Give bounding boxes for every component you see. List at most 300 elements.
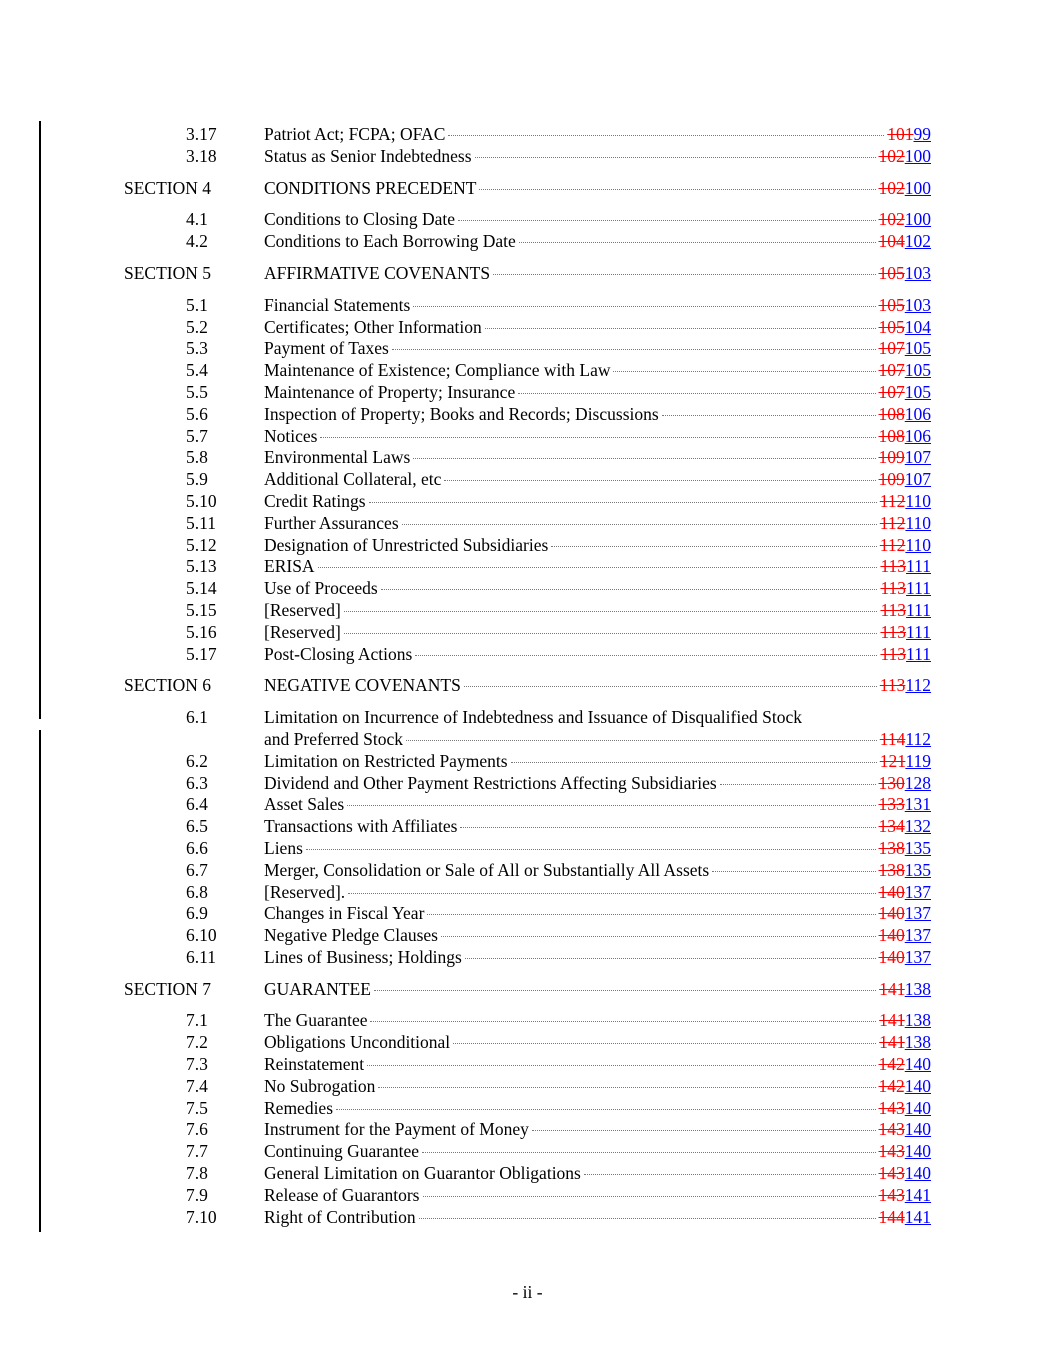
toc-title: [Reserved] (264, 599, 341, 620)
toc-number: 6.3 (186, 772, 208, 793)
toc-entry-row (0, 1054, 1055, 1076)
toc-section-row (0, 675, 1055, 697)
toc-title: Release of Guarantors (264, 1184, 420, 1205)
toc-page-number[interactable] (880, 556, 931, 578)
deleted-page-number: 109 (878, 469, 905, 490)
inserted-page-number[interactable]: 140 (904, 1163, 931, 1184)
toc-page-number[interactable] (879, 794, 932, 816)
toc-page-number[interactable] (879, 838, 932, 860)
inserted-page-number[interactable]: 128 (904, 772, 931, 793)
toc-entry-row (0, 816, 1055, 838)
deleted-page-number: 141 (879, 978, 905, 999)
toc-page-number[interactable] (879, 469, 932, 491)
dot-leader (344, 633, 878, 634)
table-of-contents (0, 124, 1055, 1228)
toc-page-number[interactable] (879, 1119, 932, 1141)
toc-title: The Guarantee (264, 1010, 368, 1031)
deleted-page-number: 113 (880, 556, 907, 577)
toc-title: Continuing Guarantee (264, 1141, 420, 1162)
dot-leader (378, 1087, 875, 1088)
toc-entry-row (0, 1010, 1055, 1032)
deleted-page-number: 102 (878, 177, 905, 198)
toc-number: 4.1 (186, 209, 208, 230)
inserted-page-number[interactable]: 103 (904, 262, 931, 283)
toc-entry-row (0, 146, 1055, 168)
toc-number: 6.4 (186, 794, 208, 815)
deleted-page-number: 142 (878, 1054, 905, 1075)
dot-leader (584, 1174, 876, 1175)
toc-entry-row (0, 209, 1055, 231)
inserted-page-number[interactable]: 140 (904, 1141, 931, 1162)
toc-entry-row (0, 622, 1055, 644)
deleted-page-number: 102 (878, 145, 905, 166)
toc-number: 6.1 (186, 707, 208, 728)
dot-leader (493, 274, 875, 275)
toc-entry-row (0, 707, 1055, 751)
toc-page-number[interactable] (879, 295, 932, 317)
toc-entry-row (0, 1098, 1055, 1120)
toc-page-number[interactable] (879, 1185, 932, 1207)
dot-leader (419, 1218, 876, 1219)
inserted-page-number[interactable]: 140 (904, 1054, 931, 1075)
toc-number: 7.6 (186, 1119, 208, 1140)
toc-page-number[interactable] (879, 925, 932, 947)
deleted-page-number: 108 (878, 403, 905, 424)
toc-entry-row (0, 1141, 1055, 1163)
toc-page-number[interactable] (880, 513, 931, 535)
toc-page-number[interactable] (880, 578, 931, 600)
inserted-page-number[interactable]: 107 (904, 469, 931, 490)
deleted-page-number: 113 (880, 578, 907, 599)
toc-entry-row (0, 903, 1055, 925)
toc-page-number[interactable] (880, 675, 931, 697)
toc-number: SECTION 5 (124, 262, 212, 283)
toc-page-number[interactable] (880, 622, 931, 644)
deleted-page-number: 113 (880, 621, 907, 642)
toc-title: Use of Proceeds (264, 578, 378, 599)
toc-number: 6.2 (186, 750, 208, 771)
deleted-page-number: 112 (879, 512, 906, 533)
toc-number: 5.1 (186, 294, 208, 315)
toc-page-number[interactable] (879, 382, 932, 404)
inserted-page-number[interactable]: 105 (904, 338, 931, 359)
toc-number: 5.9 (186, 469, 208, 490)
toc-entry-row (0, 1119, 1055, 1141)
dot-leader (444, 480, 875, 481)
inserted-page-number[interactable]: 111 (906, 578, 931, 599)
toc-page-number[interactable] (879, 903, 932, 925)
deleted-page-number: 140 (878, 881, 905, 902)
inserted-page-number[interactable]: 140 (904, 1075, 931, 1096)
inserted-page-number[interactable]: 111 (906, 643, 931, 664)
dot-leader (367, 1065, 875, 1066)
toc-number: 6.10 (186, 925, 217, 946)
toc-number: 5.7 (186, 425, 208, 446)
dot-leader (381, 589, 878, 590)
dot-leader (427, 914, 875, 915)
toc-number: 5.4 (186, 360, 208, 381)
toc-title: Changes in Fiscal Year (264, 903, 425, 924)
toc-page-number[interactable] (879, 404, 932, 426)
toc-entry-row (0, 1163, 1055, 1185)
toc-title: Environmental Laws (264, 447, 411, 468)
toc-title: Financial Statements (264, 294, 411, 315)
inserted-page-number[interactable]: 119 (905, 750, 931, 771)
toc-page-number[interactable] (880, 729, 931, 751)
inserted-page-number[interactable]: 140 (904, 1119, 931, 1140)
toc-number: SECTION 7 (124, 978, 212, 999)
toc-page-number[interactable] (879, 979, 931, 1001)
toc-page-number[interactable] (879, 1032, 931, 1054)
inserted-page-number[interactable]: 99 (913, 124, 931, 144)
inserted-page-number[interactable]: 107 (904, 447, 931, 468)
toc-page-number[interactable] (879, 773, 932, 795)
toc-entry-row (0, 860, 1055, 882)
deleted-page-number: 133 (878, 794, 905, 815)
toc-page-number[interactable] (879, 447, 932, 469)
dot-leader (464, 686, 877, 687)
deleted-page-number: 105 (878, 294, 905, 315)
toc-entry-row (0, 773, 1055, 795)
dot-leader (423, 1196, 876, 1197)
toc-entry-row (0, 404, 1055, 426)
toc-number: 7.4 (186, 1075, 208, 1096)
toc-title: [Reserved]. (264, 881, 346, 902)
dot-leader (458, 220, 875, 221)
toc-page-number[interactable] (879, 816, 932, 838)
deleted-page-number: 113 (880, 643, 907, 664)
inserted-page-number[interactable]: 106 (904, 425, 931, 446)
toc-title: Payment of Taxes (264, 338, 389, 359)
toc-entry-row (0, 1032, 1055, 1054)
inserted-page-number[interactable]: 132 (904, 816, 931, 837)
toc-number: 5.8 (186, 447, 208, 468)
toc-entry-row (0, 947, 1055, 969)
toc-title: Maintenance of Existence; Compliance with Law (264, 360, 611, 381)
dot-leader (448, 135, 884, 136)
toc-title: Credit Ratings (264, 490, 366, 511)
dot-leader (374, 990, 876, 991)
toc-page-number[interactable] (880, 491, 931, 513)
toc-title: Post-Closing Actions (264, 643, 413, 664)
deleted-page-number: 105 (878, 316, 905, 337)
toc-number: 5.13 (186, 556, 217, 577)
dot-leader (413, 306, 875, 307)
inserted-page-number[interactable]: 110 (905, 512, 931, 533)
toc-page-number[interactable] (879, 1207, 932, 1229)
toc-number: 6.9 (186, 903, 208, 924)
toc-number: 5.14 (186, 578, 217, 599)
inserted-page-number[interactable]: 112 (905, 675, 931, 696)
deleted-page-number: 140 (878, 925, 905, 946)
deleted-page-number: 107 (878, 338, 905, 359)
dot-leader (511, 762, 877, 763)
toc-page-number[interactable] (880, 600, 931, 622)
deleted-page-number: 143 (878, 1119, 905, 1140)
toc-title: Remedies (264, 1097, 334, 1118)
toc-page-number[interactable] (879, 882, 932, 904)
toc-title-continued: and Preferred Stock (264, 728, 403, 749)
inserted-page-number[interactable]: 106 (904, 403, 931, 424)
toc-number: 5.12 (186, 534, 217, 555)
inserted-page-number[interactable]: 140 (904, 1097, 931, 1118)
toc-title: Right of Contribution (264, 1206, 416, 1227)
toc-title: Transactions with Affiliates (264, 816, 458, 837)
deleted-page-number: 140 (878, 946, 905, 967)
toc-entry-row (0, 469, 1055, 491)
toc-entry-row (0, 338, 1055, 360)
toc-number: 3.17 (186, 124, 217, 144)
deleted-page-number: 130 (878, 772, 905, 793)
inserted-page-number[interactable]: 110 (905, 490, 931, 511)
inserted-page-number[interactable]: 138 (904, 978, 931, 999)
inserted-page-number[interactable]: 111 (906, 621, 931, 642)
dot-leader (485, 328, 876, 329)
toc-page-number[interactable] (879, 1054, 932, 1076)
dot-leader (336, 1109, 875, 1110)
toc-number: 5.11 (186, 512, 216, 533)
inserted-page-number[interactable]: 141 (904, 1184, 931, 1205)
dot-leader (413, 458, 875, 459)
toc-page-number[interactable] (879, 263, 932, 285)
toc-page-number[interactable] (879, 231, 932, 253)
inserted-page-number[interactable]: 137 (904, 881, 931, 902)
dot-leader (347, 805, 875, 806)
inserted-page-number[interactable]: 131 (904, 794, 931, 815)
toc-title: Patriot Act; FCPA; OFAC (264, 124, 446, 144)
inserted-page-number[interactable]: 137 (904, 946, 931, 967)
toc-title: GUARANTEE (264, 978, 371, 999)
toc-entry-row (0, 535, 1055, 557)
toc-entry-row (0, 794, 1055, 816)
toc-title: Merger, Consolidation or Sale of All or Substantially All Assets (264, 859, 710, 880)
inserted-page-number[interactable]: 137 (904, 925, 931, 946)
deleted-page-number: 112 (879, 490, 906, 511)
toc-number: 5.16 (186, 621, 217, 642)
toc-entry-row (0, 644, 1055, 666)
page-number-label: - ii - (512, 1282, 543, 1302)
inserted-page-number[interactable]: 105 (904, 360, 931, 381)
toc-title: Limitation on Restricted Payments (264, 750, 508, 771)
dot-leader (422, 1152, 875, 1153)
toc-page-number[interactable] (879, 360, 932, 382)
dot-leader (532, 1130, 876, 1131)
toc-title: Additional Collateral, etc (264, 469, 442, 490)
toc-entry-row (0, 426, 1055, 448)
deleted-page-number: 143 (878, 1163, 905, 1184)
toc-number: 7.1 (186, 1010, 208, 1031)
toc-entry-row (0, 578, 1055, 600)
toc-entry-row (0, 838, 1055, 860)
deleted-page-number: 108 (878, 425, 905, 446)
toc-title: AFFIRMATIVE COVENANTS (264, 262, 491, 283)
toc-number: SECTION 6 (124, 675, 212, 696)
toc-entry-row (0, 124, 1055, 146)
toc-page-number[interactable] (887, 124, 931, 146)
toc-title: Reinstatement (264, 1054, 365, 1075)
dot-leader (551, 546, 876, 547)
toc-title: Conditions to Each Borrowing Date (264, 231, 516, 252)
deleted-page-number: 143 (878, 1184, 905, 1205)
dot-leader (460, 827, 875, 828)
toc-page-number[interactable] (879, 338, 932, 360)
toc-title: Status as Senior Indebtedness (264, 145, 472, 166)
toc-title: Lines of Business; Holdings (264, 946, 462, 967)
deleted-page-number: 141 (879, 1032, 905, 1053)
toc-number: 6.6 (186, 837, 208, 858)
inserted-page-number[interactable]: 103 (904, 294, 931, 315)
dot-leader (318, 567, 878, 568)
inserted-page-number[interactable]: 141 (904, 1206, 931, 1227)
toc-number: 5.17 (186, 643, 217, 664)
toc-page-number[interactable] (879, 1010, 931, 1032)
deleted-page-number: 144 (878, 1206, 905, 1227)
dot-leader (613, 371, 875, 372)
dot-leader (306, 849, 876, 850)
toc-page-number[interactable] (879, 1076, 932, 1098)
toc-page-number[interactable] (879, 209, 932, 231)
toc-number: 5.10 (186, 490, 217, 511)
toc-entry-row (0, 317, 1055, 339)
deleted-page-number: 107 (878, 360, 905, 381)
toc-page-number[interactable] (879, 317, 932, 339)
toc-entry-row (0, 1185, 1055, 1207)
toc-number: 3.18 (186, 145, 217, 166)
dot-leader (720, 784, 876, 785)
deleted-page-number: 141 (879, 1010, 905, 1031)
toc-entry-row (0, 556, 1055, 578)
deleted-page-number: 121 (879, 750, 906, 771)
inserted-page-number[interactable]: 135 (904, 837, 931, 858)
inserted-page-number[interactable]: 137 (904, 903, 931, 924)
deleted-page-number: 112 (879, 534, 906, 555)
dot-leader (415, 655, 877, 656)
toc-title: Limitation on Incurrence of Indebtedness and Issuance of Disqualified Stock (264, 707, 802, 728)
toc-number: 5.5 (186, 381, 208, 402)
toc-page-number[interactable] (879, 1141, 932, 1163)
dot-leader (662, 415, 876, 416)
toc-title: Maintenance of Property; Insurance (264, 381, 516, 402)
toc-number: 6.11 (186, 946, 216, 967)
inserted-page-number[interactable]: 104 (904, 316, 931, 337)
deleted-page-number: 109 (878, 447, 905, 468)
inserted-page-number[interactable]: 100 (904, 145, 931, 166)
toc-title: Dividend and Other Payment Restrictions Affecting Subsidiaries (264, 772, 717, 793)
toc-page-number[interactable] (879, 947, 932, 969)
dot-leader (475, 157, 876, 158)
inserted-page-number[interactable]: 135 (904, 859, 931, 880)
toc-title: Negative Pledge Clauses (264, 925, 438, 946)
deleted-page-number: 101 (887, 124, 914, 144)
inserted-page-number[interactable]: 102 (904, 231, 931, 252)
toc-title: [Reserved] (264, 621, 341, 642)
toc-title: Instrument for the Payment of Money (264, 1119, 529, 1140)
dot-leader (465, 958, 876, 959)
dot-leader (370, 1021, 876, 1022)
toc-number: SECTION 4 (124, 177, 212, 198)
dot-leader (479, 189, 875, 190)
toc-title: Asset Sales (264, 794, 345, 815)
dot-leader (519, 242, 876, 243)
toc-title: Designation of Unrestricted Subsidiaries (264, 534, 549, 555)
toc-title: Certificates; Other Information (264, 316, 482, 337)
toc-number: 6.7 (186, 859, 208, 880)
toc-number: 7.5 (186, 1097, 208, 1118)
toc-number: 7.7 (186, 1141, 208, 1162)
inserted-page-number[interactable]: 110 (905, 534, 931, 555)
toc-title: Liens (264, 837, 303, 858)
toc-page-number[interactable] (880, 751, 931, 773)
toc-number: 4.2 (186, 231, 208, 252)
inserted-page-number[interactable]: 138 (904, 1032, 931, 1053)
deleted-page-number: 134 (878, 816, 905, 837)
toc-title: Notices (264, 425, 318, 446)
deleted-page-number: 102 (878, 209, 905, 230)
inserted-page-number[interactable]: 138 (904, 1010, 931, 1031)
inserted-page-number[interactable]: 111 (906, 556, 931, 577)
toc-number: 7.3 (186, 1054, 208, 1075)
inserted-page-number[interactable]: 100 (904, 177, 931, 198)
toc-page-number[interactable] (880, 644, 931, 666)
inserted-page-number[interactable]: 111 (906, 599, 931, 620)
toc-page-number[interactable] (879, 1163, 932, 1185)
deleted-page-number: 143 (878, 1097, 905, 1118)
toc-page-number[interactable] (880, 535, 931, 557)
deleted-page-number: 143 (878, 1141, 905, 1162)
toc-title: Inspection of Property; Books and Records; Discussions (264, 403, 659, 424)
toc-number: 5.3 (186, 338, 208, 359)
toc-title: ERISA (264, 556, 315, 577)
dot-leader (453, 1043, 876, 1044)
dot-leader (712, 871, 875, 872)
inserted-page-number[interactable]: 105 (904, 381, 931, 402)
toc-entry-row (0, 1076, 1055, 1098)
toc-page-number[interactable] (879, 426, 932, 448)
toc-page-number[interactable] (879, 860, 932, 882)
toc-page-number[interactable] (879, 146, 932, 168)
toc-number: 7.2 (186, 1032, 208, 1053)
deleted-page-number: 142 (878, 1075, 905, 1096)
deleted-page-number: 107 (878, 381, 905, 402)
toc-number: 6.5 (186, 816, 208, 837)
toc-entry-row (0, 382, 1055, 404)
dot-leader (402, 524, 877, 525)
toc-title: No Subrogation (264, 1075, 376, 1096)
toc-title: NEGATIVE COVENANTS (264, 675, 461, 696)
toc-section-row (0, 979, 1055, 1001)
dot-leader (441, 936, 876, 937)
toc-page-number[interactable] (879, 178, 932, 200)
dot-leader (344, 611, 878, 612)
toc-number: 7.10 (186, 1206, 217, 1227)
toc-section-row (0, 178, 1055, 200)
toc-entry-row (0, 295, 1055, 317)
toc-title: CONDITIONS PRECEDENT (264, 177, 477, 198)
inserted-page-number[interactable]: 100 (904, 209, 931, 230)
toc-entry-row (0, 600, 1055, 622)
toc-entry-row (0, 1207, 1055, 1229)
deleted-page-number: 105 (878, 262, 905, 283)
dot-leader (518, 393, 875, 394)
toc-entry-row (0, 882, 1055, 904)
toc-page-number[interactable] (879, 1098, 932, 1120)
deleted-page-number: 113 (880, 599, 907, 620)
inserted-page-number[interactable]: 112 (905, 728, 931, 749)
toc-entry-row (0, 491, 1055, 513)
dot-leader (320, 437, 875, 438)
dot-leader (392, 349, 876, 350)
dot-leader (348, 893, 875, 894)
